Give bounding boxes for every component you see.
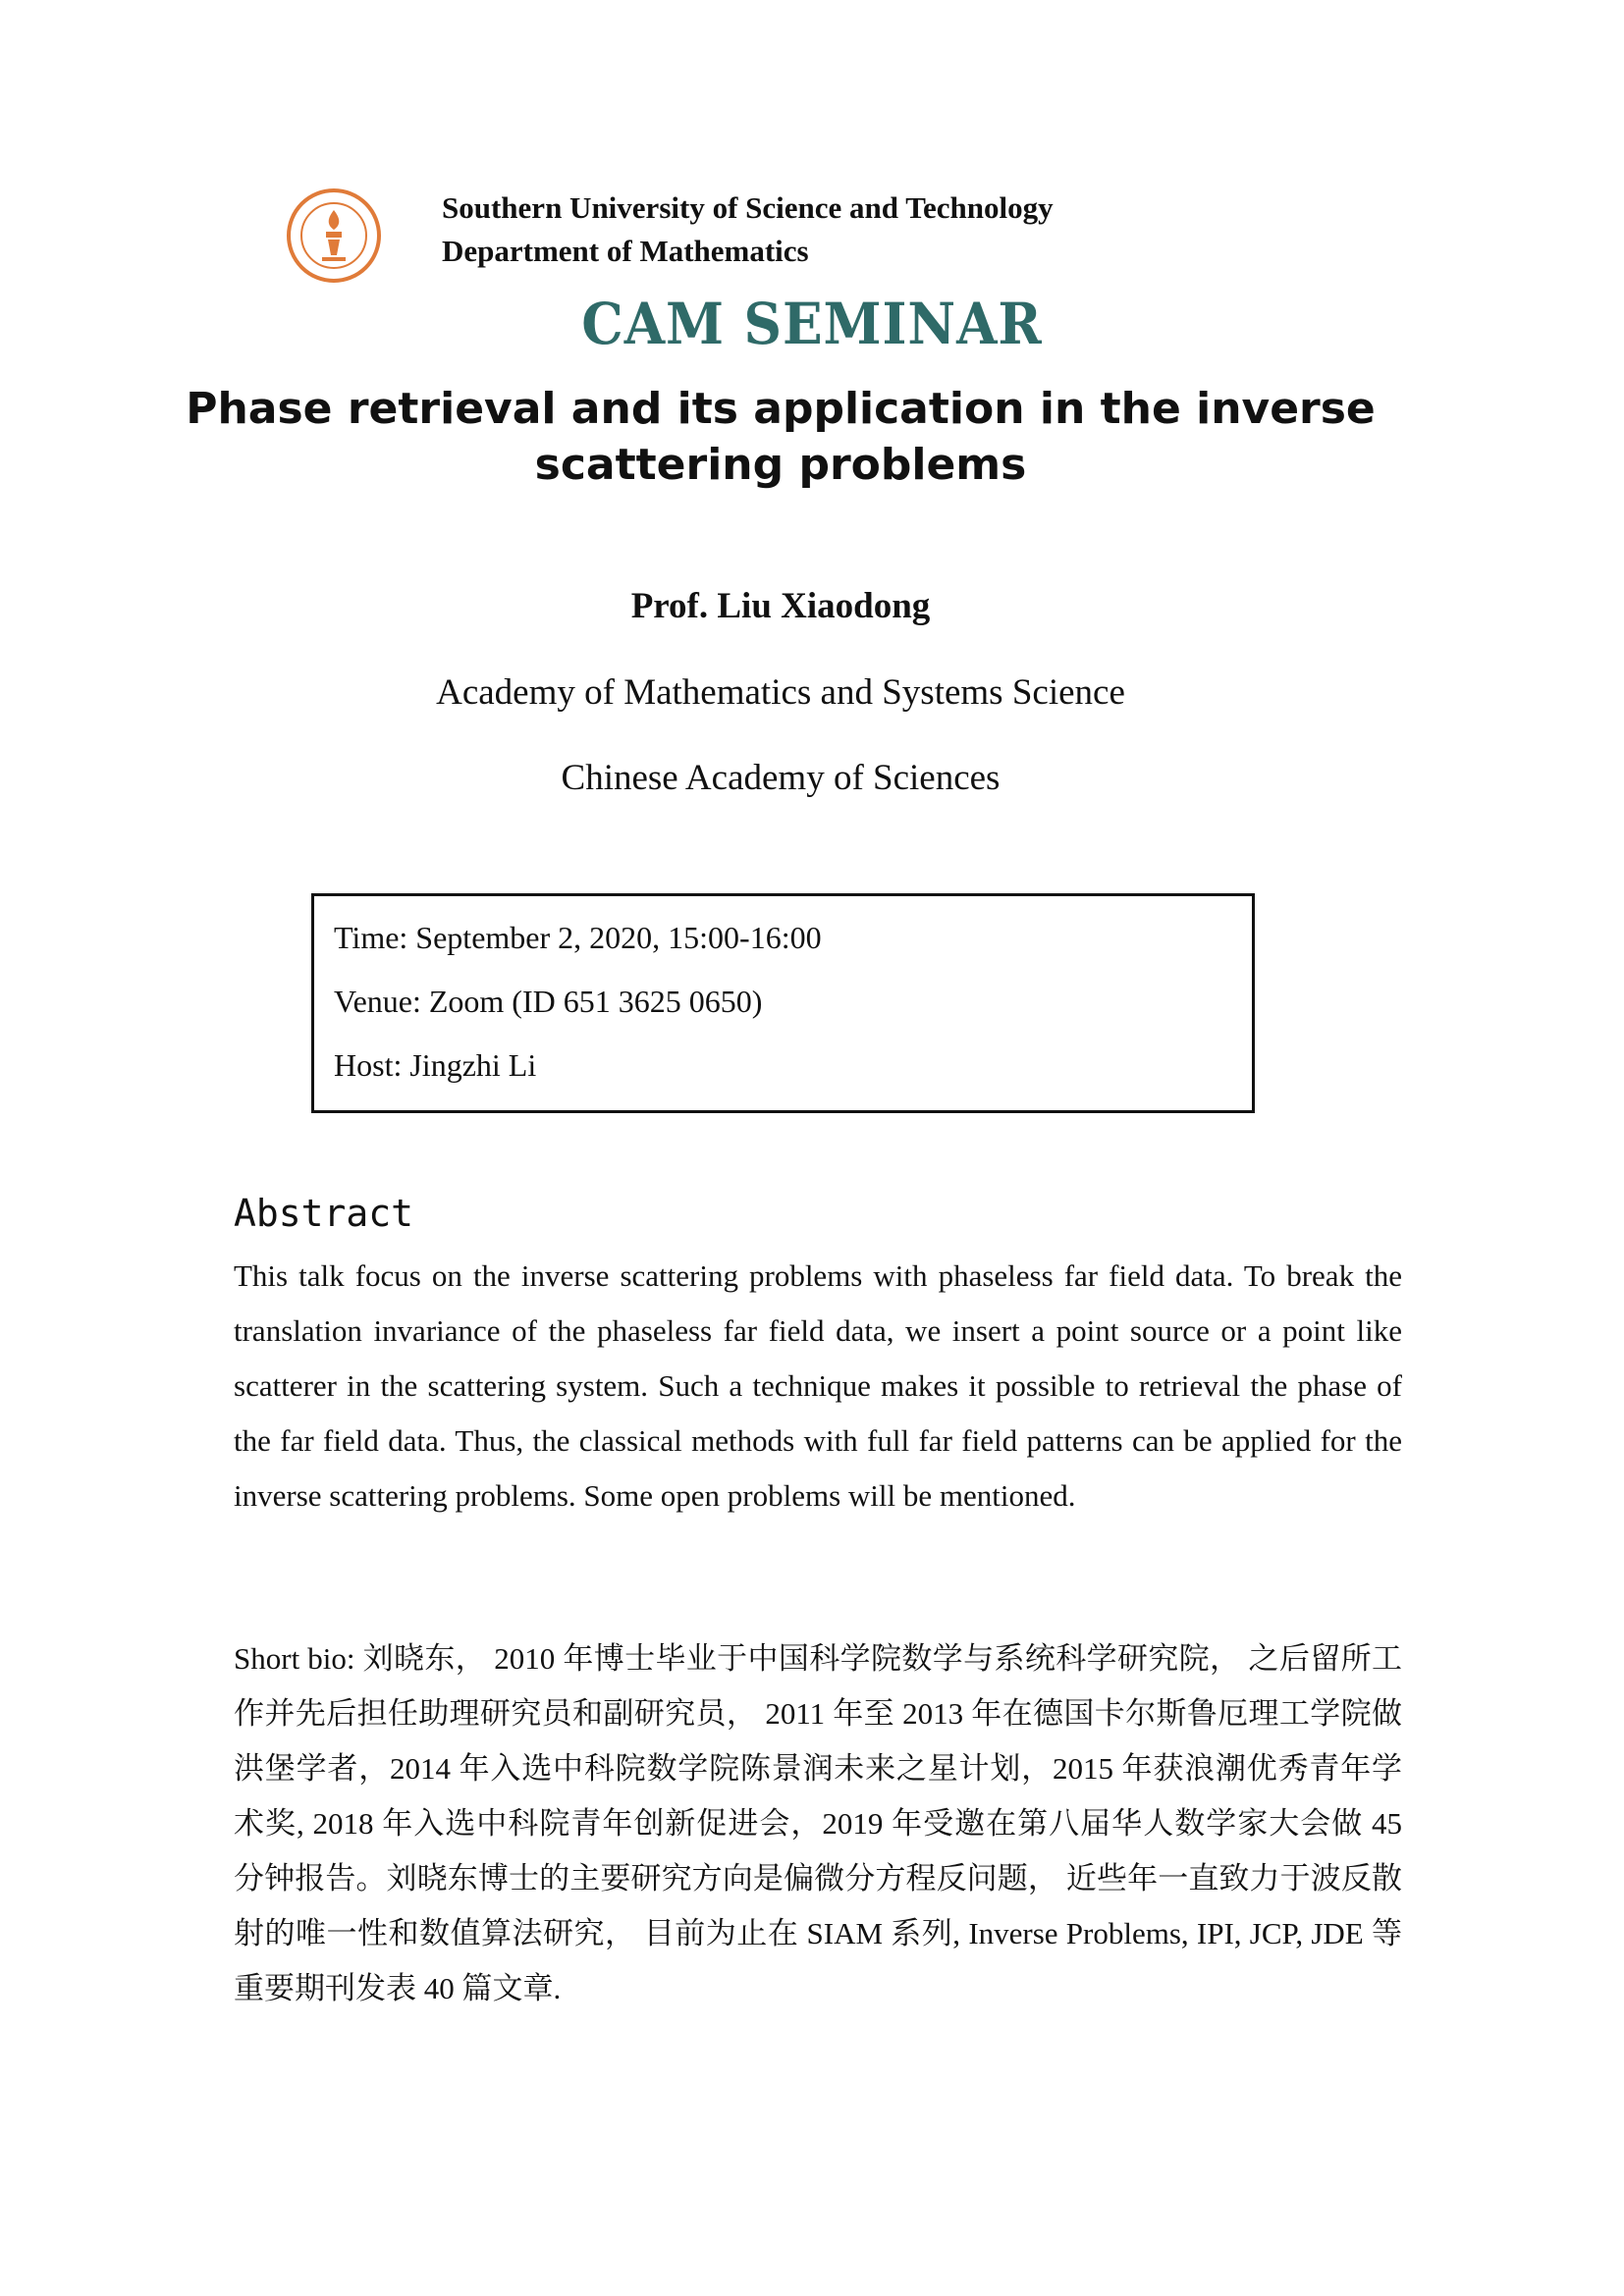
speaker-affiliation-1: Academy of Mathematics and Systems Science [436,672,1125,713]
short-bio: Short bio: 刘晓东， 2010 年博士毕业于中国科学院数学与系统科学研究院， 之后留所工作并先后担任助理研究员和副研究员， 2011 年至 2013 年在德国卡尔斯鲁厄理工学院做洪堡学者，2014 年入选中科院数学院陈景润未来之星计划，2015 年获浪潮优秀青年学术奖, 2018 年入选中科院青年创新促进会，2019 年受邀在第八届华人数学家大会做 45 分钟报告。刘晓东博士的主要研究方向是偏微分方程反问题， 近些年一直致力于波反散射的唯一性和数值算法研究， 目前为止在 SIAM 系列, Inverse Problems, IPI, JCP, JDE 等重要期刊发表 40 篇文章. [234,1641,1402,2005]
abstract-text: This talk focus on the inverse scattering problems with phaseless far field data. To break the translation invariance of the phaseless far field data, we insert a point source or a point like scatterer in the scattering system. Such a technique makes it possible to retrieval the phase of the far field data. Thus, the classical methods with full far field patterns can be applied for the inverse scattering problems. Some open problems will be mentioned. [234,1258,1402,1513]
department-name: Department of Mathematics [442,234,809,268]
university-name: Southern University of Science and Technology [442,190,1054,225]
host-line: Host: Jingzhi Li [334,1047,537,1083]
talk-title: Phase retrieval and its application in the inverse scattering problems [186,384,1376,490]
university-seal-icon [285,187,383,285]
speaker-name: Prof. Liu Xiaodong [630,586,931,626]
abstract-heading: Abstract [234,1192,414,1235]
venue-line: Venue: Zoom (ID 651 3625 0650) [334,984,763,1019]
time-line: Time: September 2, 2020, 15:00-16:00 [334,920,822,955]
speaker-affiliation-2: Chinese Academy of Sciences [561,758,1001,798]
seminar-name: CAM SEMINAR [581,291,1043,357]
